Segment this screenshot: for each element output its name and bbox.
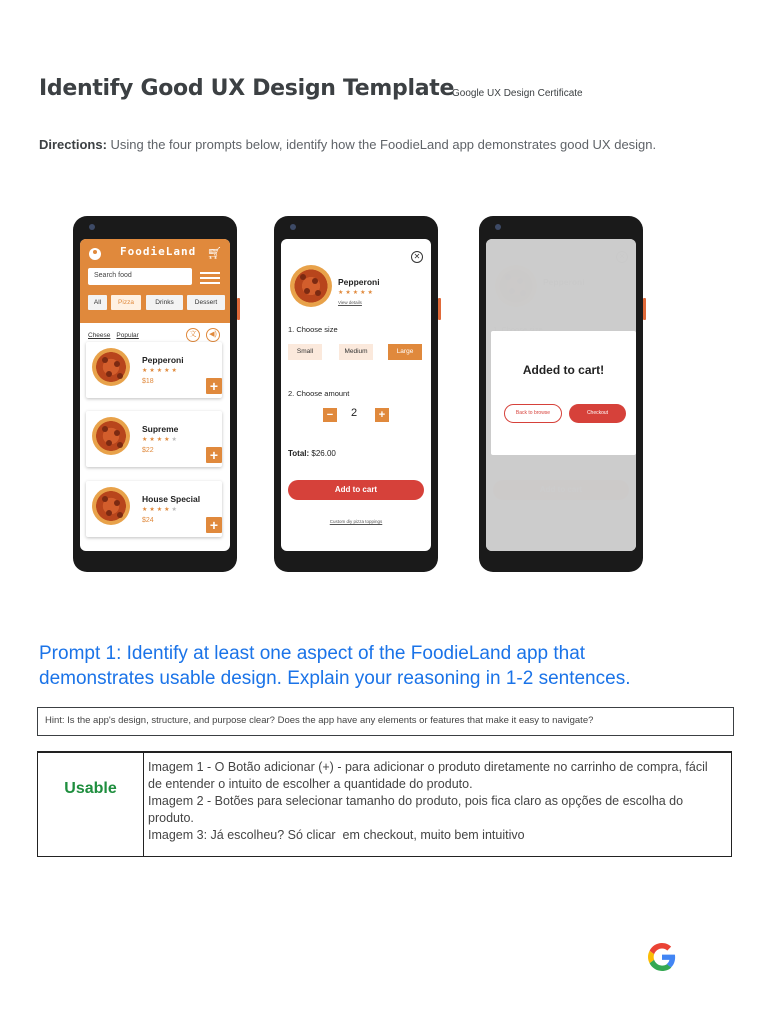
camera-icon bbox=[89, 224, 95, 230]
add-item-button[interactable]: + bbox=[206, 378, 222, 394]
size-medium-button[interactable]: Medium bbox=[339, 344, 373, 360]
total-label: Total: bbox=[288, 449, 310, 458]
directions bbox=[39, 136, 679, 154]
item-price: $22 bbox=[142, 447, 154, 454]
translate-icon[interactable]: 文 bbox=[186, 328, 200, 342]
camera-icon bbox=[290, 224, 296, 230]
list-item[interactable] bbox=[86, 342, 222, 398]
item-name: Supreme bbox=[142, 424, 179, 434]
answer-line: Imagem 1 - O Botão adicionar (+) - para adicionar o produto diretamente no carrinho de compra, fácil de entender o intuito de escolher a quantidade do produto. bbox=[148, 760, 712, 791]
cart-icon[interactable]: 🛒︎ bbox=[207, 246, 223, 260]
tag-cheese[interactable]: Cheese bbox=[88, 332, 111, 339]
app-title: FoodieLand bbox=[120, 245, 197, 258]
category-all[interactable]: All bbox=[88, 295, 107, 310]
filter-icon[interactable] bbox=[200, 269, 220, 285]
answer-text[interactable] bbox=[148, 759, 723, 844]
amount-label: 2. Choose amount bbox=[288, 389, 350, 398]
pizza-image bbox=[92, 487, 130, 525]
size-large-button[interactable]: Large bbox=[388, 344, 422, 360]
answer-line: Imagem 2 - Botões para selecionar tamanho do produto, pois fica claro as opções de escolha do produto. bbox=[148, 794, 687, 825]
google-g-icon bbox=[648, 943, 676, 971]
phone-mockup-product bbox=[274, 216, 438, 572]
search-input[interactable]: Search food bbox=[88, 268, 192, 285]
side-button bbox=[643, 298, 646, 320]
add-item-button[interactable]: + bbox=[206, 447, 222, 463]
phone-screen bbox=[486, 239, 636, 551]
list-item[interactable] bbox=[86, 481, 222, 537]
tag-popular[interactable]: Popular bbox=[116, 332, 139, 339]
rating-stars: ★★★★★ bbox=[142, 507, 179, 513]
prompt-heading: Prompt 1: Identify at least one aspect of the FoodieLand app that demonstrates usable design. Explain your reasoning in 1-2 sentences. bbox=[39, 643, 631, 689]
rating-stars: ★★★★★ bbox=[142, 368, 179, 374]
side-button bbox=[237, 298, 240, 320]
pizza-image bbox=[92, 348, 130, 386]
camera-icon bbox=[495, 224, 501, 230]
phone-screen bbox=[281, 239, 431, 551]
tag-list bbox=[88, 332, 145, 339]
usable-label: Usable bbox=[38, 753, 144, 857]
checkout-button[interactable]: Checkout bbox=[569, 404, 626, 423]
item-name: House Special bbox=[142, 494, 201, 504]
custom-toppings-link[interactable]: Custom diy pizza toppings bbox=[329, 519, 383, 524]
user-icon[interactable] bbox=[89, 248, 101, 260]
close-icon[interactable]: ✕ bbox=[411, 251, 423, 263]
phone-mockup-confirmation bbox=[479, 216, 643, 572]
item-name: Pepperoni bbox=[142, 355, 184, 365]
total-price bbox=[288, 449, 336, 458]
category-drinks[interactable]: Drinks bbox=[146, 295, 183, 310]
size-small-button[interactable]: Small bbox=[288, 344, 322, 360]
pizza-image bbox=[290, 265, 332, 307]
page-subtitle: Google UX Design Certificate bbox=[452, 88, 583, 99]
size-label: 1. Choose size bbox=[288, 325, 338, 334]
answer-table bbox=[37, 751, 732, 857]
item-price: $24 bbox=[142, 517, 154, 524]
directions-lead: Directions: bbox=[39, 137, 107, 152]
increase-button[interactable]: + bbox=[375, 408, 389, 422]
rating-stars: ★★★★★ bbox=[338, 290, 375, 296]
side-button bbox=[438, 298, 441, 320]
rating-stars: ★★★★★ bbox=[142, 437, 179, 443]
add-to-cart-button[interactable]: Add to cart bbox=[288, 480, 424, 500]
item-price: $18 bbox=[142, 378, 154, 385]
dialog-title: Added to cart! bbox=[522, 363, 605, 377]
product-name: Pepperoni bbox=[338, 277, 380, 287]
page-title: Identify Good UX Design Template bbox=[39, 76, 455, 101]
pizza-image bbox=[92, 417, 130, 455]
category-dessert[interactable]: Dessert bbox=[187, 295, 225, 310]
added-to-cart-dialog bbox=[491, 331, 636, 455]
app-header bbox=[80, 239, 230, 323]
answer-line: Imagem 3: Já escolheu? Só clicar em checkout, muito bem intuitivo bbox=[148, 828, 525, 842]
hint-box: Hint: Is the app's design, structure, and purpose clear? Does the app have any elements or features that make it easy to navigate? bbox=[37, 707, 734, 736]
amount-value: 2 bbox=[351, 407, 358, 419]
add-item-button[interactable]: + bbox=[206, 517, 222, 533]
view-details-link[interactable]: View details bbox=[338, 300, 362, 305]
phone-screen bbox=[80, 239, 230, 551]
decrease-button[interactable]: − bbox=[323, 408, 337, 422]
back-to-browse-button[interactable]: Back to browse bbox=[504, 404, 562, 423]
directions-text: Using the four prompts below, identify how the FoodieLand app demonstrates good UX design. bbox=[106, 137, 657, 152]
list-item[interactable] bbox=[86, 411, 222, 467]
category-pizza[interactable]: Pizza bbox=[111, 295, 141, 310]
phone-mockup-home bbox=[73, 216, 237, 572]
total-value: $26.00 bbox=[309, 449, 336, 458]
speaker-icon[interactable]: ◀) bbox=[206, 328, 220, 342]
